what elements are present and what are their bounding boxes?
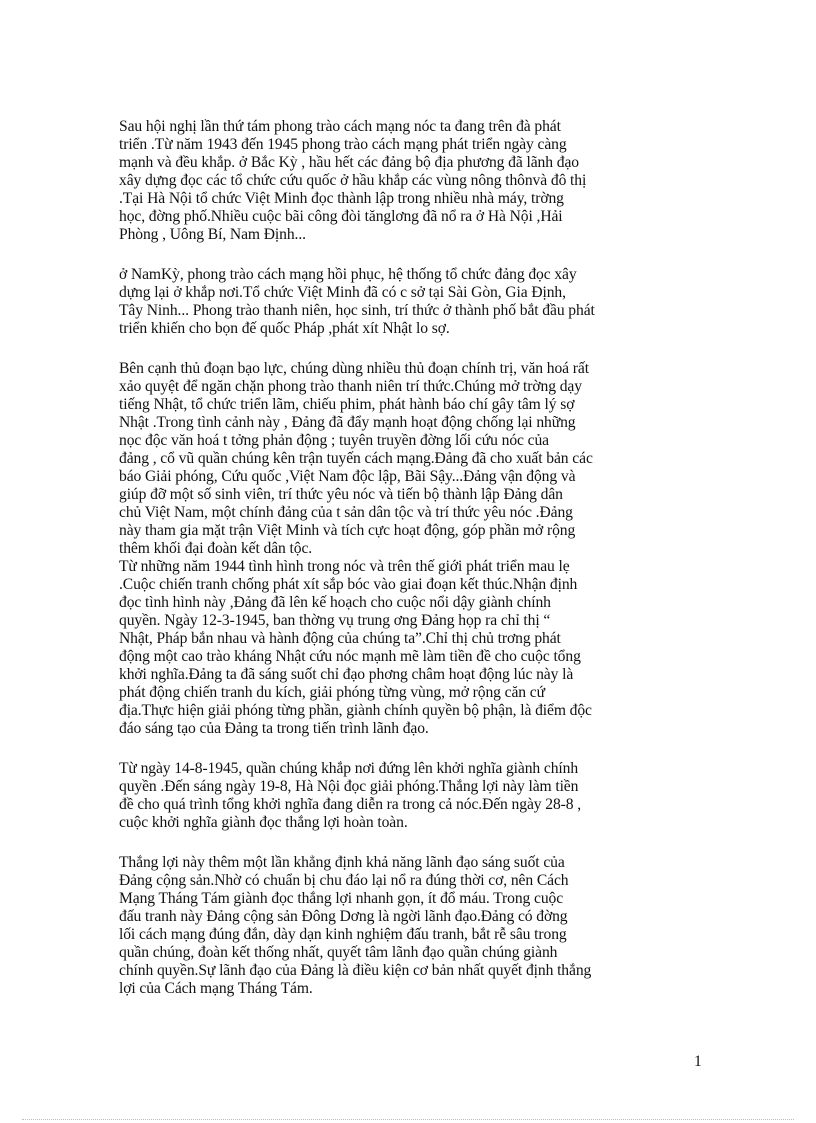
document-body bbox=[119, 118, 704, 1020]
paragraph-5: Từ ngày 14-8-1945, quần chúng khắp nơi đứng lên khởi nghĩa giành chính quyền .Đến sáng ngày 19-8, Hà Nội đọc giải phóng.Thắng lợi này làm tiền đề cho quá trình tổng khởi nghĩa đang diễn ra trong cả nóc.Đến ngày 28-8 , cuộc khởi nghĩa giành đọc thắng lợi hoàn toàn. bbox=[119, 760, 582, 831]
page-bottom-border bbox=[22, 1119, 794, 1120]
paragraph-6: Thắng lợi này thêm một lần khẳng định khả năng lãnh đạo sáng suốt của Đảng cộng sản.Nhờ có chuẩn bị chu đáo lại nổ ra đúng thời cơ, nên Cách Mạng Tháng Tám giành đọc thắng lợi nhanh gọn, ít đổ máu. Trong cuộc đấu tranh này Đảng cộng sản Đông Dơng là ngời lãnh đạo.Đảng có đờng lối cách mạng đúng đắn, dày dạn kinh nghiệm đấu tranh, bắt rễ sâu trong quần chúng, đoàn kết thống nhất, quyết tâm lãnh đạo quần chúng giành chính quyền.Sự lãnh đạo của Đảng là điều kiện cơ bản nhất quyết định thắng lợi của Cách mạng Tháng Tám. bbox=[119, 854, 592, 997]
paragraph-2: ở NamKỳ, phong trào cách mạng hồi phục, hệ thống tổ chức đảng đọc xây dựng lại ở khắp nơi.Tổ chức Việt Minh đã có c sở tại Sài Gòn, Gia Định, Tây Ninh... Phong trào thanh niên, học sinh, trí thức ở thành phố bắt đầu phát triển khiến cho bọn đế quốc Pháp ,phát xít Nhật lo sợ. bbox=[119, 266, 595, 337]
paragraph-1: Sau hội nghị lần thứ tám phong trào cách mạng nóc ta đang trên đà phát triển .Từ năm 1943 đến 1945 phong trào cách mạng phát triển ngày càng mạnh và đều khắp. ở Bắc Kỳ , hầu hết các đảng bộ địa phương đã lãnh đạo xây dựng đọc các tổ chức cứu quốc ở hầu khắp các vùng nông thônvà đô thị .Tại Hà Nội tổ chức Việt Minh đọc thành lập trong nhiều nhà máy, trờng học, đờng phố.Nhiều cuộc bãi công đòi tănglơng đã nổ ra ở Hà Nội ,Hải Phòng , Uông Bí, Nam Định... bbox=[119, 118, 587, 243]
paragraph-3: Bên cạnh thủ đoạn bạo lực, chúng dùng nhiều thủ đoạn chính trị, văn hoá rất xảo quyệt để ngăn chặn phong trào thanh niên trí thức.Chúng mở trờng dạy tiếng Nhật, tổ chức triển lãm, chiếu phim, phát hành báo chí gây tâm lý sợ Nhật .Trong tình cảnh này , Đảng đã đẩy mạnh hoạt động chống lại những nọc độc văn hoá t tởng phản động ; tuyên truyền đờng lối cứu nóc của đảng , cổ vũ quần chúng kên trận tuyến cách mạng.Đảng đã cho xuất bản các báo Giải phóng, Cứu quốc ,Việt Nam độc lập, Bãi Sậy...Đảng vận động và giúp đỡ một số sinh viên, trí thức yêu nóc và tiến bộ thành lập Đảng dân chủ Việt Nam, một chính đảng của t sản dân tộc và trí thức yêu nóc .Đảng này tham gia mặt trận Việt Minh và tích cực hoạt động, góp phần mở rộng thêm khối đại đoàn kết dân tộc. bbox=[119, 360, 593, 557]
page-number: 1 bbox=[694, 1053, 702, 1070]
paragraph-4: Từ những năm 1944 tình hình trong nóc và trên thế giới phát triển mau lẹ .Cuộc chiến tranh chống phát xít sắp bóc vào giai đoạn kết thúc.Nhận định đọc tình hình này ,Đảng đã lên kế hoạch cho cuộc nổi dậy giành chính quyền. Ngày 12-3-1945, ban thờng vụ trung ơng Đảng họp ra chỉ thị “ Nhật, Pháp bắn nhau và hành động của chúng ta”.Chỉ thị chủ trơng phát động một cao trào kháng Nhật cứu nóc mạnh mẽ làm tiền đề cho cuộc tổng khởi nghĩa.Đảng ta đã sáng suốt chỉ đạo phơng châm hoạt động lúc này là phát động chiến tranh du kích, giải phóng từng vùng, mở rộng căn cứ địa.Thực hiện giải phóng từng phần, giành chính quyền bộ phận, là điểm độc đáo sáng tạo của Đảng ta trong tiến trình lãnh đạo. bbox=[119, 558, 592, 737]
